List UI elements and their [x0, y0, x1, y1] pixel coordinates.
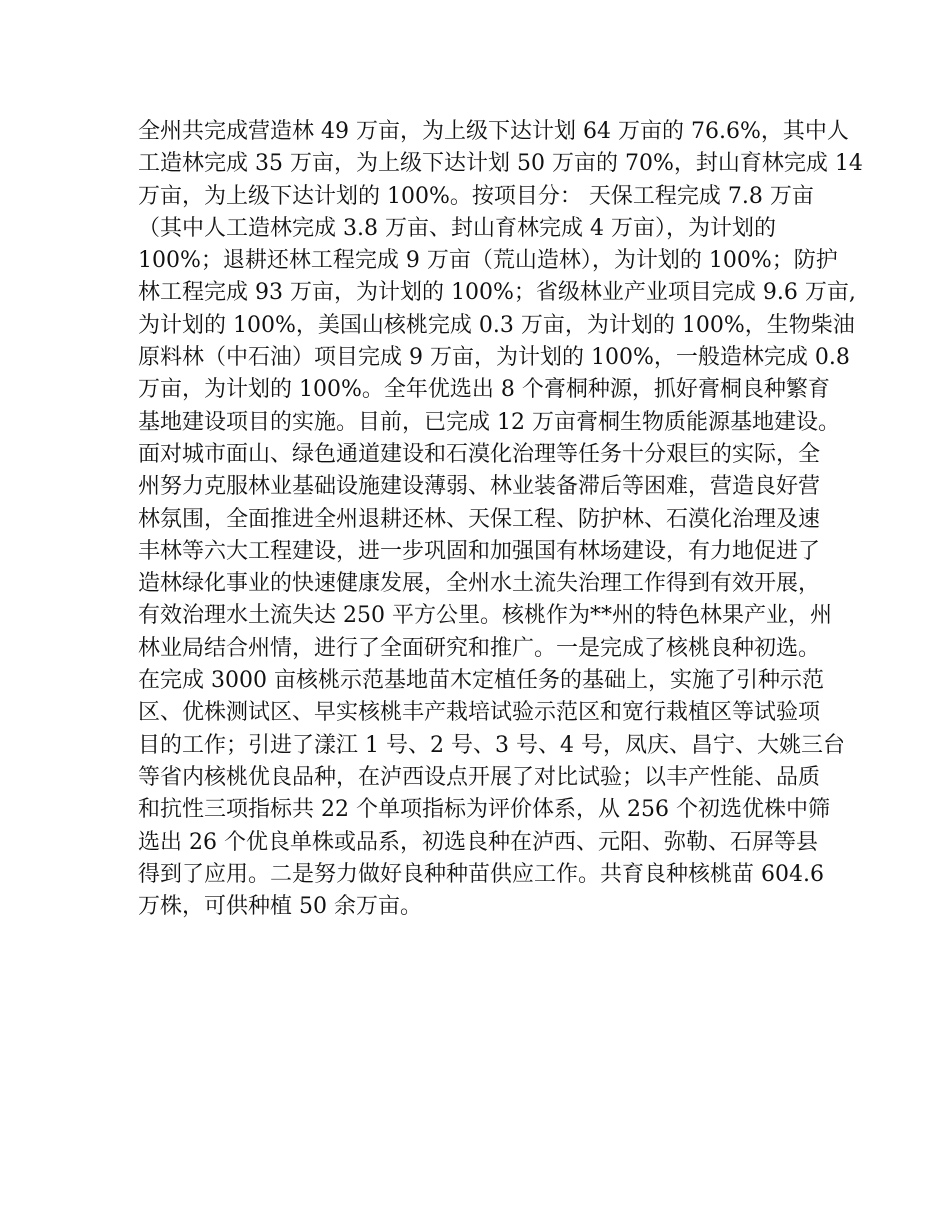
text-line: 和抗性三项指标共 22 个单项指标为评价体系，从 256 个初选优株中筛	[138, 797, 830, 823]
text-line: 林氛围，全面推进全州退耕还林、天保工程、防护林、石漠化治理及速	[138, 506, 821, 532]
body-paragraph	[138, 116, 863, 923]
text-line: 工造林完成 35 万亩，为上级下达计划 50 万亩的 70%，封山育林完成 14	[138, 151, 863, 177]
text-line: 全州共完成营造林 49 万亩，为上级下达计划 64 万亩的 76.6%，其中人	[138, 119, 849, 144]
text-line: 100%；退耕还林工程完成 9 万亩（荒山造林），为计划的 100%；防护	[138, 248, 838, 274]
text-line: 州努力克服林业基础设施建设薄弱、林业装备滞后等困难，营造良好营	[138, 474, 821, 500]
text-line: 林工程完成 93 万亩，为计划的 100%；省级林业产业项目完成 9.6 万亩,	[138, 280, 856, 306]
text-line: 目的工作；引进了漾江 1 号、2 号、3 号、4 号，凤庆、昌宁、大姚三台	[138, 732, 845, 758]
text-line: 万株，可供种植 50 余万亩。	[138, 894, 422, 920]
text-line: 原料林（中石油）项目完成 9 万亩，为计划的 100%，一般造林完成 0.8	[138, 345, 850, 371]
text-line: 区、优株测试区、早实核桃丰产栽培试验示范区和宽行栽植区等试验项	[138, 700, 821, 726]
text-line: （其中人工造林完成 3.8 万亩、封山育林完成 4 万亩），为计划的	[138, 215, 776, 241]
text-line: 万亩，为计划的 100%。全年优选出 8 个膏桐种源，抓好膏桐良种繁育	[138, 377, 830, 403]
text-line: 得到了应用。二是努力做好良种种苗供应工作。共育良种核桃苗 604.6	[138, 861, 824, 887]
text-line: 有效治理水土流失达 250 平方公里。核桃作为**州的特色林果产业，州	[138, 603, 832, 629]
text-line: 基地建设项目的实施。目前，已完成 12 万亩膏桐生物质能源基地建设。	[138, 409, 840, 435]
text-line: 丰林等六大工程建设，进一步巩固和加强国有林场建设，有力地促进了	[138, 538, 821, 564]
text-line: 面对城市面山、绿色通道建设和石漠化治理等任务十分艰巨的实际，全	[138, 441, 821, 467]
text-line: 在完成 3000 亩核桃示范基地苗木定植任务的基础上，实施了引种示范	[138, 668, 824, 694]
text-line: 林业局结合州情，进行了全面研究和推广。一是完成了核桃良种初选。	[138, 635, 821, 661]
text-line: 造林绿化事业的快速健康发展，全州水土流失治理工作得到有效开展，	[138, 571, 821, 597]
text-line: 万亩，为上级下达计划的 100%。按项目分： 天保工程完成 7.8 万亩	[138, 183, 814, 209]
text-line: 选出 26 个优良单株或品系，初选良种在泸西、元阳、弥勒、石屏等县	[138, 829, 818, 855]
text-line: 为计划的 100%，美国山核桃完成 0.3 万亩，为计划的 100%，生物柴油	[138, 312, 855, 338]
text-line: 等省内核桃优良品种，在泸西设点开展了对比试验；以丰产性能、品质	[138, 764, 821, 790]
